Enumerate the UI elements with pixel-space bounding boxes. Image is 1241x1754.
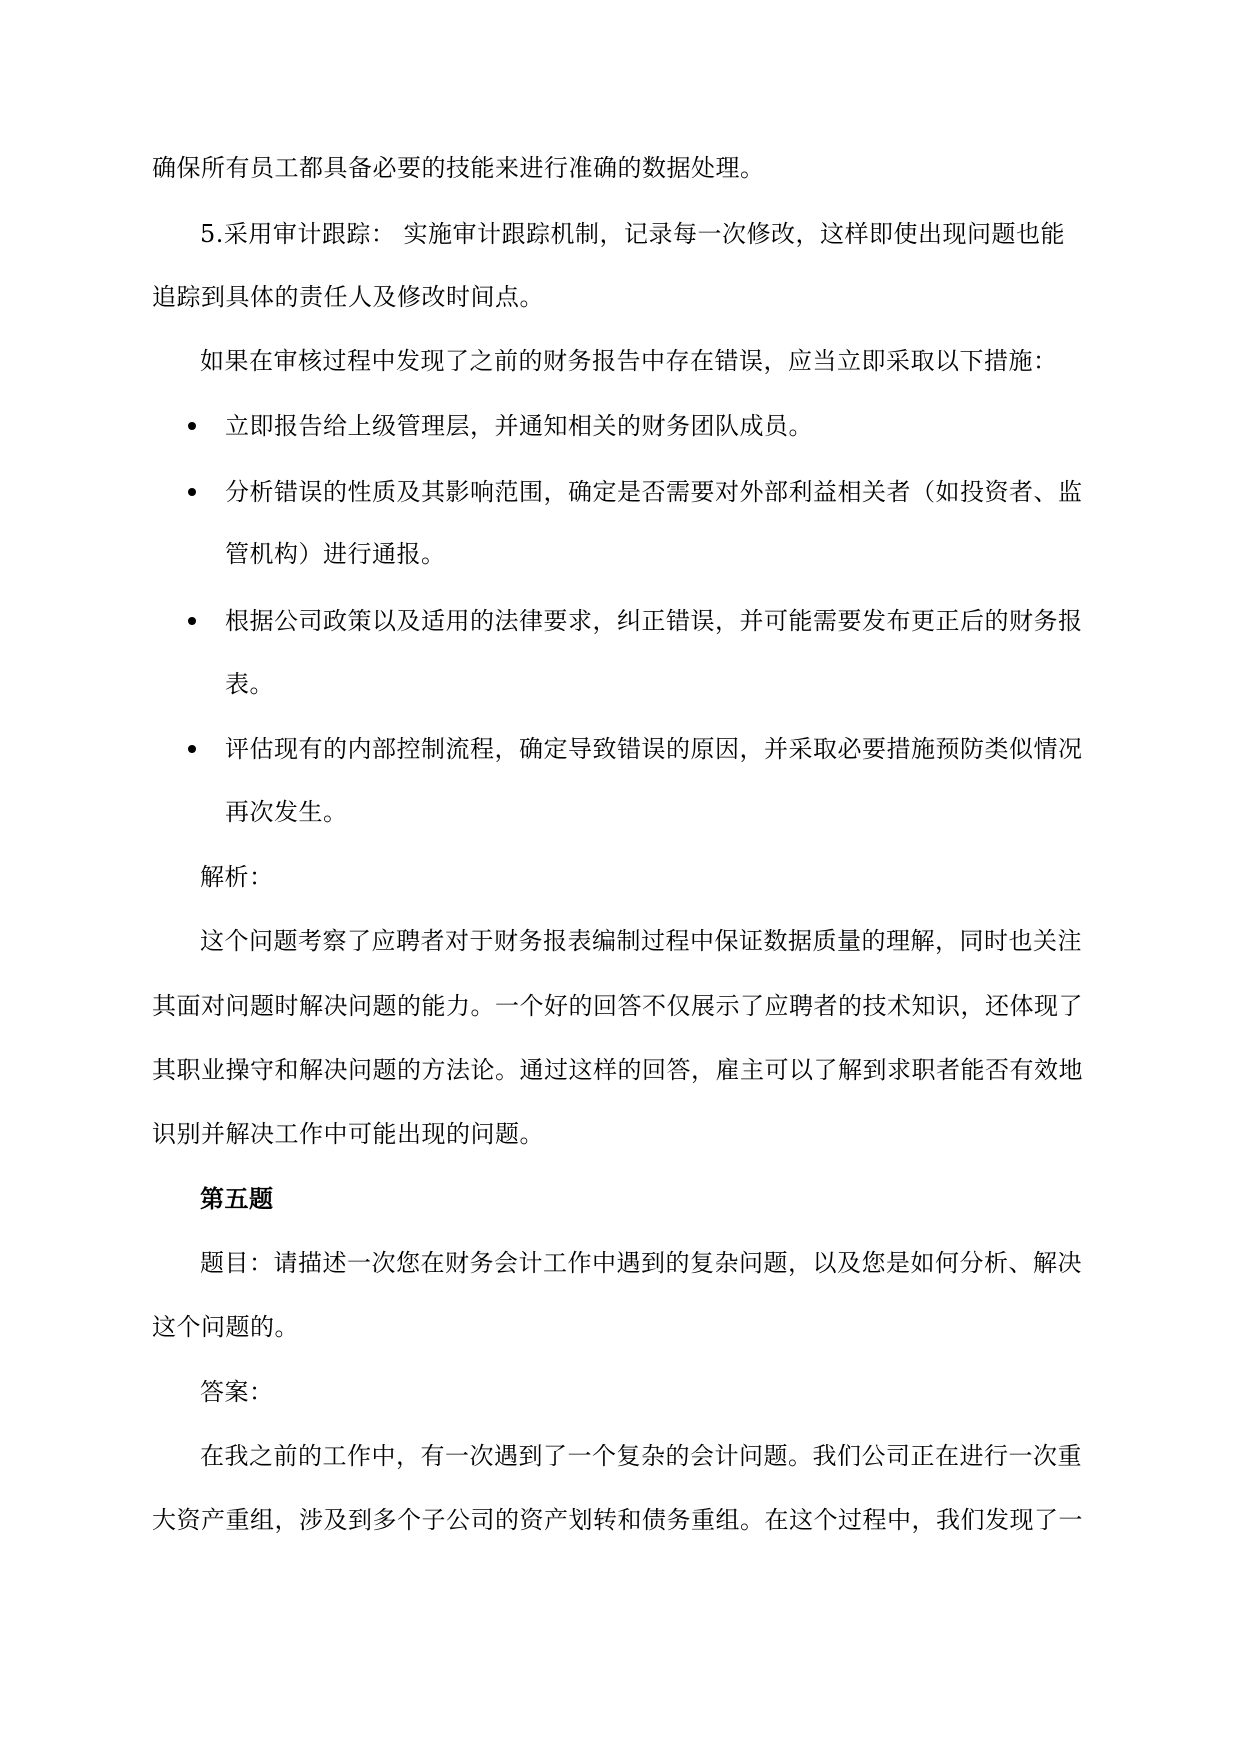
paragraph-line: 追踪到具体的责任人及修改时间点。: [152, 283, 544, 311]
bullet-item: 分析错误的性质及其影响范围，确定是否需要对外部利益相关者（如投资者、监: [225, 478, 1083, 506]
bullet-icon: [188, 422, 196, 430]
bullet-icon: [188, 488, 196, 496]
bullet-icon: [188, 745, 196, 753]
bullet-item-continuation: 表。: [225, 670, 274, 698]
paragraph-line: 其面对问题时解决问题的能力。一个好的回答不仅展示了应聘者的技术知识，还体现了: [152, 992, 1083, 1020]
bullet-item-continuation: 再次发生。: [225, 798, 348, 826]
paragraph-line: 如果在审核过程中发现了之前的财务报告中存在错误，应当立即采取以下措施：: [200, 347, 1058, 375]
bullet-item: 根据公司政策以及适用的法律要求，纠正错误，并可能需要发布更正后的财务报: [225, 607, 1083, 635]
paragraph-line: 大资产重组，涉及到多个子公司的资产划转和债务重组。在这个过程中，我们发现了一: [152, 1506, 1083, 1534]
paragraph-line: 这个问题考察了应聘者对于财务报表编制过程中保证数据质量的理解，同时也关注: [200, 927, 1082, 955]
bullet-icon: [188, 617, 196, 625]
bullet-item-continuation: 管机构）进行通报。: [225, 540, 446, 568]
answer-label: 答案：: [200, 1378, 274, 1406]
bullet-item: 评估现有的内部控制流程，确定导致错误的原因，并采取必要措施预防类似情况: [225, 735, 1083, 763]
paragraph-line: 确保所有员工都具备必要的技能来进行准确的数据处理。: [152, 154, 765, 182]
question-line: 题目：请描述一次您在财务会计工作中遇到的复杂问题，以及您是如何分析、解决: [200, 1249, 1082, 1277]
bullet-item: 立即报告给上级管理层，并通知相关的财务团队成员。: [225, 412, 813, 440]
section-heading: 第五题: [200, 1185, 274, 1213]
paragraph-line: 其职业操守和解决问题的方法论。通过这样的回答，雇主可以了解到求职者能否有效地: [152, 1056, 1083, 1084]
paragraph-line: 识别并解决工作中可能出现的问题。: [152, 1120, 544, 1148]
list-item-audit-trail: 5.采用审计跟踪： 实施审计跟踪机制，记录每一次修改，这样即使出现问题也能: [200, 220, 1066, 248]
question-line: 这个问题的。: [152, 1313, 299, 1341]
paragraph-line: 在我之前的工作中，有一次遇到了一个复杂的会计问题。我们公司正在进行一次重: [200, 1442, 1082, 1470]
analysis-label: 解析：: [200, 863, 274, 891]
